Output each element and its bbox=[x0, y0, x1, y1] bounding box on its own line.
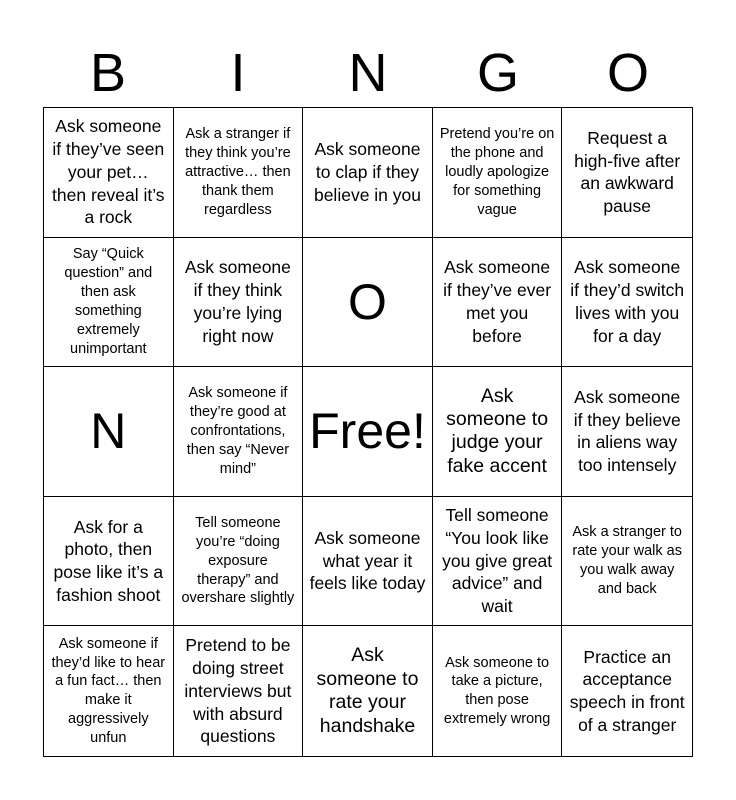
bingo-cell[interactable] bbox=[44, 626, 174, 756]
bingo-cell-text: Ask someone if they’d switch lives with you for a day bbox=[570, 257, 685, 346]
bingo-cell[interactable] bbox=[562, 238, 692, 368]
bingo-cell[interactable] bbox=[44, 238, 174, 368]
bingo-cell-text: Ask a stranger to rate your walk as you walk away and back bbox=[572, 524, 682, 597]
header-letter-b: B bbox=[89, 43, 127, 103]
bingo-cell[interactable] bbox=[562, 108, 692, 238]
bingo-cell-letter[interactable] bbox=[303, 238, 433, 368]
bingo-cell-text: N bbox=[90, 403, 127, 460]
bingo-cell-text: Ask someone if they’ve seen your pet… then reveal it’s a rock bbox=[52, 116, 165, 228]
bingo-cell-text: Ask someone if they’re good at confrontations, then say “Never mind” bbox=[186, 385, 290, 477]
bingo-cell[interactable] bbox=[44, 497, 174, 627]
bingo-cell-text: Ask someone if they believe in aliens way too intensely bbox=[573, 386, 681, 476]
free-space-text: Free! bbox=[309, 403, 426, 460]
header-letter-i: I bbox=[230, 43, 246, 103]
bingo-cell-text: Ask someone if they’d like to hear a fun fact… then make it aggressively unfun bbox=[51, 635, 166, 746]
header-letter-o: O bbox=[606, 43, 649, 103]
bingo-cell[interactable] bbox=[303, 497, 433, 627]
bingo-cell[interactable] bbox=[433, 238, 563, 368]
bingo-cell-text: Ask for a photo, then pose like it’s a fashion shoot bbox=[53, 516, 164, 605]
bingo-cell-text: Ask someone to clap if they believe in you bbox=[313, 139, 421, 205]
bingo-cell-text: O bbox=[348, 273, 387, 330]
bingo-cell-text: Practice an acceptance speech in front of a stranger bbox=[569, 646, 685, 735]
bingo-cell[interactable] bbox=[562, 626, 692, 756]
header-letter-g: G bbox=[476, 43, 519, 103]
bingo-cell-text: Request a high-five after an awkward pause bbox=[574, 127, 681, 217]
bingo-cell-text: Say “Quick question” and then ask something extremely unimportant bbox=[64, 246, 153, 357]
bingo-cell[interactable] bbox=[562, 497, 692, 627]
bingo-cell[interactable] bbox=[303, 626, 433, 756]
bingo-cell[interactable] bbox=[303, 108, 433, 238]
bingo-cell[interactable] bbox=[433, 367, 563, 497]
bingo-cell-text: Ask a stranger if they think you’re attractive… then thank them regardless bbox=[185, 126, 291, 218]
bingo-header bbox=[43, 40, 693, 106]
header-letter-n: N bbox=[348, 43, 388, 103]
bingo-cell-text: Ask someone if they’ve ever met you before bbox=[443, 257, 552, 346]
bingo-cell-letter[interactable] bbox=[44, 367, 174, 497]
bingo-cell-text: Ask someone to rate your handshake bbox=[316, 644, 419, 737]
bingo-cell[interactable] bbox=[174, 238, 304, 368]
bingo-board bbox=[43, 107, 693, 757]
bingo-cell[interactable] bbox=[44, 108, 174, 238]
bingo-cell[interactable] bbox=[433, 108, 563, 238]
bingo-cell-text: Pretend to be doing street interviews but with absurd questions bbox=[184, 635, 292, 747]
bingo-cell[interactable] bbox=[174, 497, 304, 627]
bingo-cell[interactable] bbox=[174, 108, 304, 238]
bingo-cell-text: Ask someone what year it feels like today bbox=[309, 527, 426, 594]
bingo-cell-text: Pretend you’re on the phone and loudly apologize for something vague bbox=[439, 126, 555, 218]
free-space-cell[interactable] bbox=[303, 367, 433, 497]
bingo-cell-text: Tell someone you’re “doing exposure therapy” and overshare slightly bbox=[181, 514, 295, 607]
bingo-cell[interactable] bbox=[433, 626, 563, 756]
bingo-cell-text: Ask someone to take a picture, then pose extremely wrong bbox=[443, 654, 551, 728]
bingo-cell[interactable] bbox=[562, 367, 692, 497]
bingo-cell[interactable] bbox=[174, 626, 304, 756]
bingo-cell[interactable] bbox=[433, 497, 563, 627]
bingo-cell-text: Ask someone to judge your fake accent bbox=[446, 384, 549, 477]
bingo-cell-text: Ask someone if they think you’re lying right now bbox=[184, 257, 291, 346]
bingo-cell[interactable] bbox=[174, 367, 304, 497]
bingo-cell-text: Tell someone “You look like you give great advice” and wait bbox=[442, 505, 553, 617]
